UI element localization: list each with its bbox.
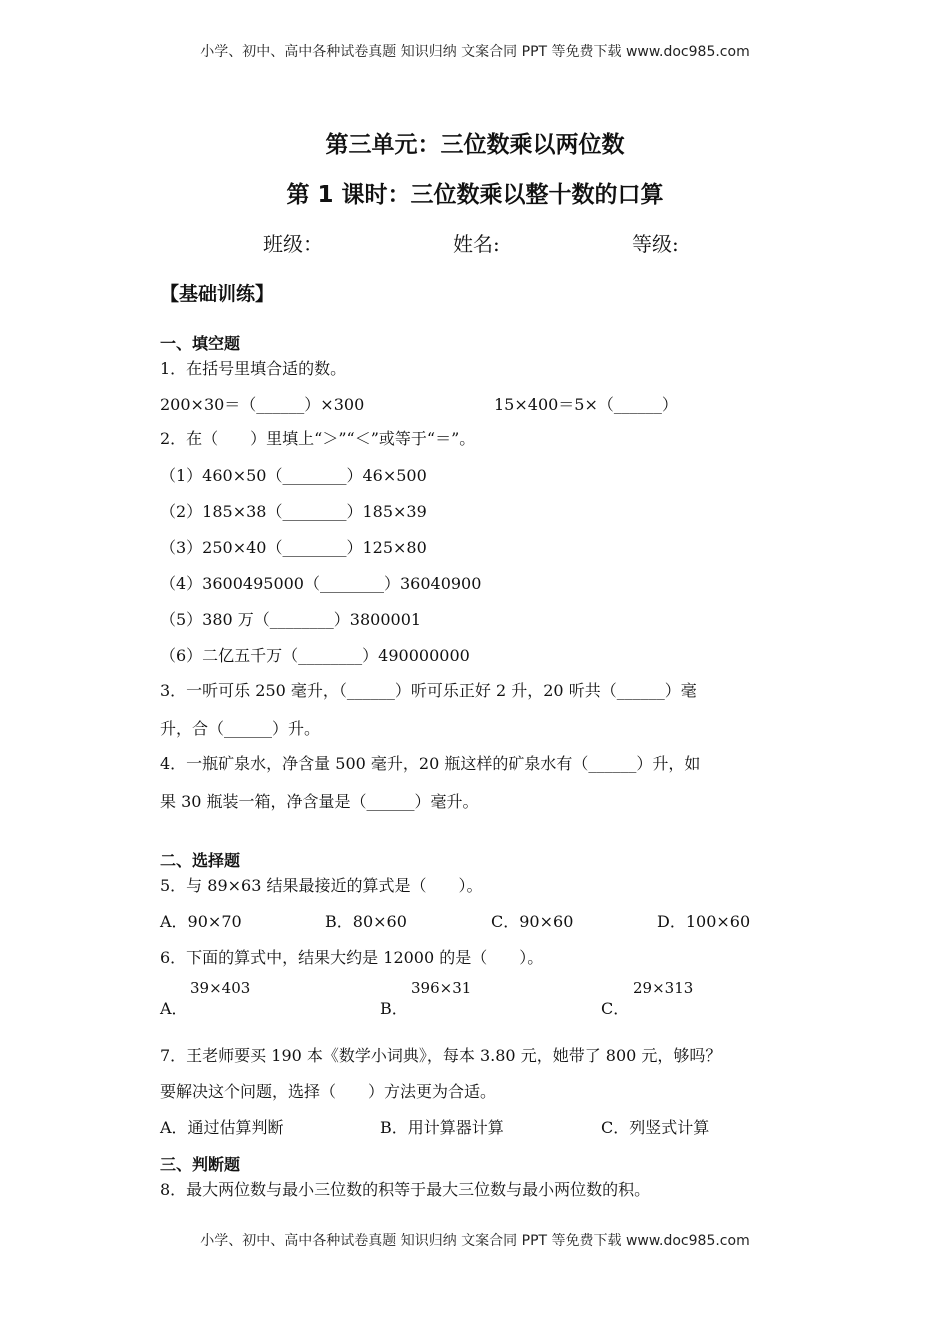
q7-line1: 7．王老师要买 190 本《数学小词典》，每本 3.80 元，她带了 800 元，够吗？ (160, 1046, 722, 1065)
training-heading: 【基础训练】 (160, 283, 275, 305)
section-choice-heading: 二、选择题 (160, 851, 241, 870)
q7-option-c: C．列竖式计算 (601, 1118, 710, 1137)
q2-stem: 2．在（ ）里填上“＞”“＜”或等于“＝”。 (160, 429, 476, 448)
q3-line1: 3．一听可乐 250 毫升，（______）听可乐正好 2 升，20 听共（______）毫 (160, 681, 697, 700)
q2-item: （2）185×38（________）185×39 (160, 502, 427, 521)
q3-line2: 升，合（______）升。 (160, 719, 321, 738)
grade-label: 等级: (632, 232, 679, 256)
q6-stem: 6．下面的算式中，结果大约是 12000 的是（ ）。 (160, 948, 544, 967)
q5-option-d: D．100×60 (657, 912, 751, 931)
q5-stem: 5．与 89×63 结果最接近的算式是（ ）。 (160, 876, 483, 895)
q8-stem: 8．最大两位数与最小三位数的积等于最大三位数与最小两位数的积。 (160, 1180, 651, 1199)
q5-option-c: C．90×60 (491, 912, 574, 931)
section-fill-heading: 一、填空题 (160, 334, 241, 353)
q5-option-a: A．90×70 (160, 912, 242, 931)
q6-option-a-letter: A． (160, 999, 188, 1018)
q2-item: （1）460×50（________）46×500 (160, 466, 427, 485)
q7-line2: 要解决这个问题，选择（ ）方法更为合适。 (160, 1082, 497, 1101)
footer-banner: 小学、初中、高中各种试卷真题 知识归纳 文案合同 PPT 等免费下载 www.doc985.com (200, 1233, 750, 1249)
q6-option-b-letter: B． (380, 999, 408, 1018)
q6-option-a-expr: 39×403 (190, 979, 251, 997)
q2-item: （3）250×40（________）125×80 (160, 538, 427, 557)
q4-line2: 果 30 瓶装一箱，净含量是（______）毫升。 (160, 792, 479, 811)
section-judge-heading: 三、判断题 (160, 1155, 241, 1174)
q6-option-b-expr: 396×31 (411, 979, 472, 997)
q1-stem: 1．在括号里填合适的数。 (160, 359, 347, 378)
q2-item: （6）二亿五千万（________）490000000 (160, 646, 470, 665)
header-banner: 小学、初中、高中各种试卷真题 知识归纳 文案合同 PPT 等免费下载 www.doc985.com (200, 44, 750, 60)
unit-title: 第三单元：三位数乘以两位数 (325, 132, 625, 158)
q7-option-a: A．通过估算判断 (160, 1118, 284, 1137)
lesson-title: 第 1 课时：三位数乘以整十数的口算 (286, 182, 664, 208)
q7-option-b: B．用计算器计算 (380, 1118, 504, 1137)
name-label: 姓名: (453, 232, 500, 256)
q2-item: （4）3600495000（________）36040900 (160, 574, 482, 593)
q1-a: 200×30＝（______）×300 (160, 395, 365, 414)
q2-item: （5）380 万（________）3800001 (160, 610, 422, 629)
class-label: 班级： (263, 232, 323, 256)
q6-option-c-expr: 29×313 (633, 979, 694, 997)
q1-b: 15×400＝5×（______） (494, 395, 678, 414)
q6-option-c-letter: C． (601, 999, 630, 1018)
q5-option-b: B．80×60 (325, 912, 407, 931)
q4-line1: 4．一瓶矿泉水，净含量 500 毫升，20 瓶这样的矿泉水有（______）升，如 (160, 754, 701, 773)
